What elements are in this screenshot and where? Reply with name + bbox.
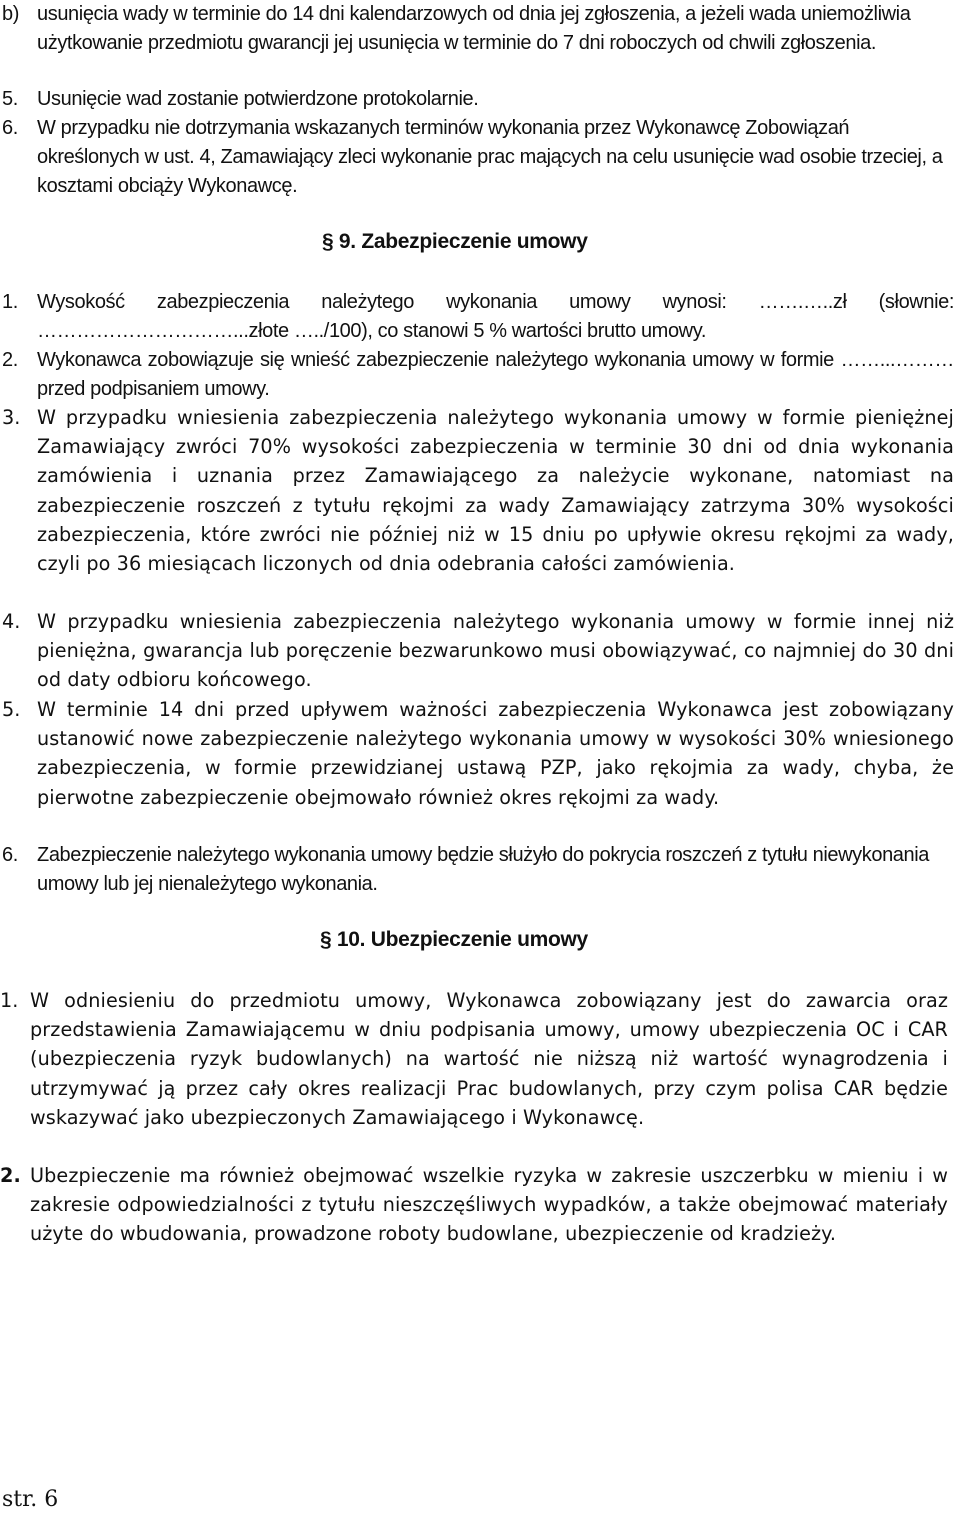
list-item-number: 1. (0, 989, 19, 1012)
section-9-heading: § 9. Zabezpieczenie umowy (322, 230, 588, 253)
list-item-6 (2, 114, 954, 201)
list-item-number: 2. (2, 349, 18, 371)
list-item-text: Wysokość zabezpieczenia należytego wykonania umowy wynosi: …….…..zł (słownie: …………………………...złote …../100), co stanowi 5 % wartości brutto umowy. (37, 291, 954, 342)
list-item-number: 6. (2, 117, 18, 139)
list-item-text: Ubezpieczenie ma również obejmować wszelkie ryzyka w zakresie uszczerbku w mieniu i w zakresie odpowiedzialności z tytułu nieszczęśliwych wypadków, a także obejmować materiały użyte do wbudowania, prowadzone roboty budowlane, ubezpieczenie od kradzieży. (30, 1164, 948, 1246)
list-item-number: 6. (2, 844, 18, 866)
list-item-10-1 (0, 986, 948, 1132)
list-item-9-5 (2, 695, 954, 812)
list-item-number: 5. (2, 88, 18, 110)
list-item-text: W przypadku wniesienia zabezpieczenia należytego wykonania umowy w formie pieniężnej Zamawiający zwróci 70% wysokości zabezpieczenia w terminie 30 dni od dnia wykonania zamówienia i uznania przez Zamawiającego za należycie wykonane, natomiast na zabezpieczenie roszczeń z tytułu rękojmi za wady Zamawiający zatrzyma 30% wysokości zabezpieczenia, które zwróci nie później niż w 15 dniu po upływie okresu rękojmi za wady, czyli po 36 miesiącach liczonych od dnia odebrania całości zamówienia. (37, 406, 954, 576)
list-item-9-6 (2, 841, 954, 899)
list-item-number: 3. (2, 406, 21, 429)
list-item-10-2 (0, 1161, 948, 1249)
list-item-text: W odniesieniu do przedmiotu umowy, Wykonawca zobowiązany jest do zawarcia oraz przedstawienia Zamawiającemu w dniu podpisania umowy, umowy ubezpieczenia OC i CAR (ubezpieczenia ryzyk budowlanych) na wartość nie niższą niż wartość wynagrodzenia i utrzymywać ją przez cały okres realizacji Prac budowlanych, przy czym polisa CAR będzie wskazywać jako ubezpieczonych Zamawiającego i Wykonawcę. (30, 989, 948, 1129)
list-item-5 (2, 85, 954, 114)
list-item-text: Wykonawca zobowiązuje się wnieść zabezpieczenie należytego wykonania umowy w formie ……...………przed podpisaniem umowy. (37, 349, 954, 400)
list-item-b (2, 0, 954, 58)
list-item-number: 5. (2, 698, 21, 721)
list-item-9-3 (2, 403, 954, 578)
list-item-9-2 (2, 346, 954, 404)
list-item-9-1 (2, 288, 954, 346)
list-item-number: b) (2, 3, 19, 25)
list-item-text: usunięcia wady w terminie do 14 dni kalendarzowych od dnia jej zgłoszenia, a jeżeli wada uniemożliwia użytkowanie przedmiotu gwarancji jej usunięcia w terminie do 7 dni roboczych od chwili zgłoszenia. (37, 3, 911, 54)
section-10-heading: § 10. Ubezpieczenie umowy (320, 928, 588, 951)
list-item-text: Usunięcie wad zostanie potwierdzone protokolarnie. (37, 88, 479, 110)
list-item-number: 1. (2, 291, 18, 313)
list-item-text: W przypadku wniesienia zabezpieczenia należytego wykonania umowy w formie innej niż pieniężna, gwarancja lub poręczenie bezwarunkowo musi obowiązywać, co najmniej do 30 dni od daty odbioru końcowego. (37, 610, 954, 692)
list-item-text: W przypadku nie dotrzymania wskazanych terminów wykonania przez Wykonawcę Zobowiązań określonych w ust. 4, Zamawiający zleci wykonanie prac mających na celu usunięcie wad osobie trzeciej, a kosztami obciąży Wykonawcę. (37, 117, 943, 197)
list-item-9-4 (2, 607, 954, 695)
list-item-text: W terminie 14 dni przed upływem ważności zabezpieczenia Wykonawca jest zobowiązany ustanowić nowe zabezpieczenie należytego wykonania umowy w wysokości 30% wniesionego zabezpieczenia, w formie przewidzianej ustawą PZP, jako rękojmia za wady, chyba, że pierwotne zabezpieczenie obejmowało również okres rękojmi za wady. (37, 698, 954, 809)
page-number: str. 6 (2, 1487, 59, 1512)
list-item-number: 2. (0, 1164, 21, 1187)
list-item-text: Zabezpieczenie należytego wykonania umowy będzie służyło do pokrycia roszczeń z tytułu niewykonania umowy lub jej nienależytego wykonania. (37, 844, 930, 895)
list-item-number: 4. (2, 610, 21, 633)
